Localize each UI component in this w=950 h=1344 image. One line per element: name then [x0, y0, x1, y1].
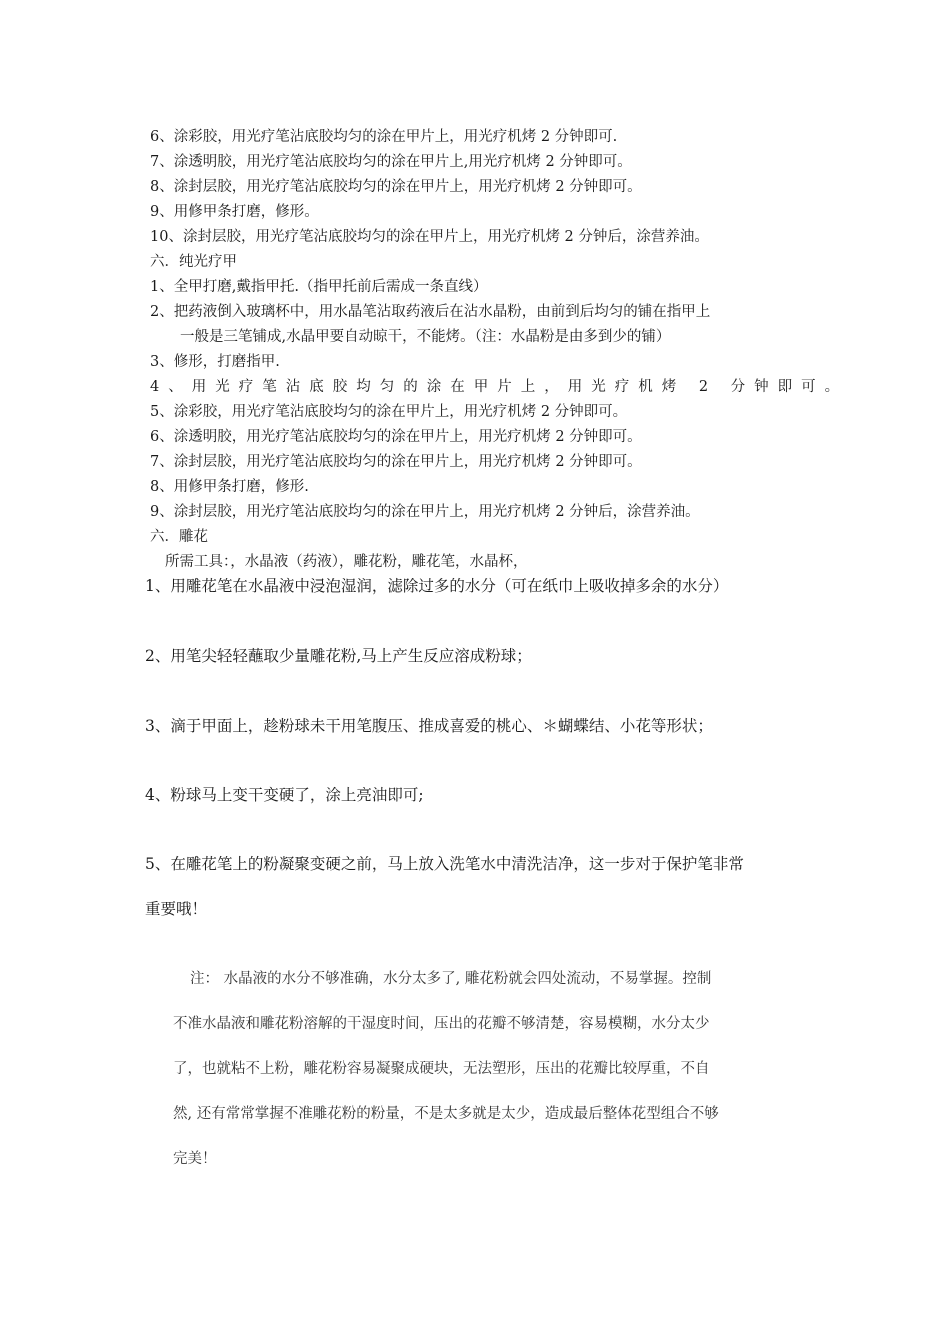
text-line: 7、涂封层胶，用光疗笔沾底胶均匀的涂在甲片上，用光疗机烤 2 分钟即可。: [150, 454, 642, 470]
note-line: 注： 水晶液的水分不够准确，水分太多了, 雕花粉就会四处流动，不易掌握。控制: [190, 971, 712, 987]
text-line: 8、涂封层胶，用光疗笔沾底胶均匀的涂在甲片上，用光疗机烤 2 分钟即可。: [150, 179, 642, 195]
note-line: 完美！: [173, 1151, 217, 1167]
text-line: 8、用修甲条打磨，修形.: [150, 479, 309, 495]
step-line: 4、粉球马上变干变硬了，涂上亮油即可;: [145, 786, 424, 804]
step-line: 3、滴于甲面上，趁粉球未干用笔腹压、推成喜爱的桃心、＊蝴蝶结、小花等形状；: [145, 717, 713, 735]
text-line: 6、涂彩胶，用光疗笔沾底胶均匀的涂在甲片上，用光疗机烤 2 分钟即可.: [150, 129, 618, 145]
note-line: 不准水晶液和雕花粉溶解的干湿度时间，压出的花瓣不够清楚，容易模糊，水分太少: [173, 1016, 710, 1032]
tools-line: 所需工具：，水晶液（药液），雕花粉，雕花笔，水晶杯，: [165, 554, 528, 570]
text-line: 9、用修甲条打磨，修形。: [150, 204, 319, 220]
section-heading: 六．纯光疗甲: [150, 254, 237, 270]
text-line: 4、用光疗笔沾底胶均匀的涂在甲片上，用光疗机烤 2 分钟即可。: [150, 379, 849, 395]
text-line: 3、修形，打磨指甲.: [150, 354, 280, 370]
text-line: 2、把药液倒入玻璃杯中，用水晶笔沾取药液后在沾水晶粉，由前到后均匀的铺在指甲上: [150, 304, 711, 320]
note-line: 然, 还有常常掌握不准雕花粉的粉量，不是太多就是太少，造成最后整体花型组合不够: [173, 1106, 719, 1122]
step-line: 5、在雕花笔上的粉凝聚变硬之前，马上放入洗笔水中清洗洁净，这一步对于保护笔非常: [145, 855, 744, 873]
text-line: 9、涂封层胶，用光疗笔沾底胶均匀的涂在甲片上，用光疗机烤 2 分钟后，涂营养油。: [150, 504, 700, 520]
text-line: 10、涂封层胶，用光疗笔沾底胶均匀的涂在甲片上，用光疗机烤 2 分钟后，涂营养油。: [150, 229, 709, 245]
text-line: 7、涂透明胶，用光疗笔沾底胶均匀的涂在甲片上,用光疗机烤 2 分钟即可。: [150, 154, 632, 170]
section-heading: 六．雕花: [150, 529, 208, 545]
step-line: 1、用雕花笔在水晶液中浸泡湿润，滤除过多的水分（可在纸巾上吸收掉多余的水分）: [145, 577, 729, 595]
text-line: 6、涂透明胶，用光疗笔沾底胶均匀的涂在甲片上，用光疗机烤 2 分钟即可。: [150, 429, 642, 445]
text-line: 5、涂彩胶，用光疗笔沾底胶均匀的涂在甲片上，用光疗机烤 2 分钟即可。: [150, 404, 628, 420]
text-line: 一般是三笔铺成,水晶甲要自动晾干，不能烤。（注：水晶粉是由多到少的铺）: [180, 329, 671, 345]
note-line: 了，也就粘不上粉，雕花粉容易凝聚成硬块，无法塑形，压出的花瓣比较厚重，不自: [173, 1061, 710, 1077]
text-line: 1、全甲打磨,戴指甲托.（指甲托前后需成一条直线）: [150, 279, 488, 295]
step-line: 重要哦！: [145, 900, 208, 918]
step-line: 2、用笔尖轻轻蘸取少量雕花粉,马上产生反应溶成粉球；: [145, 647, 532, 665]
